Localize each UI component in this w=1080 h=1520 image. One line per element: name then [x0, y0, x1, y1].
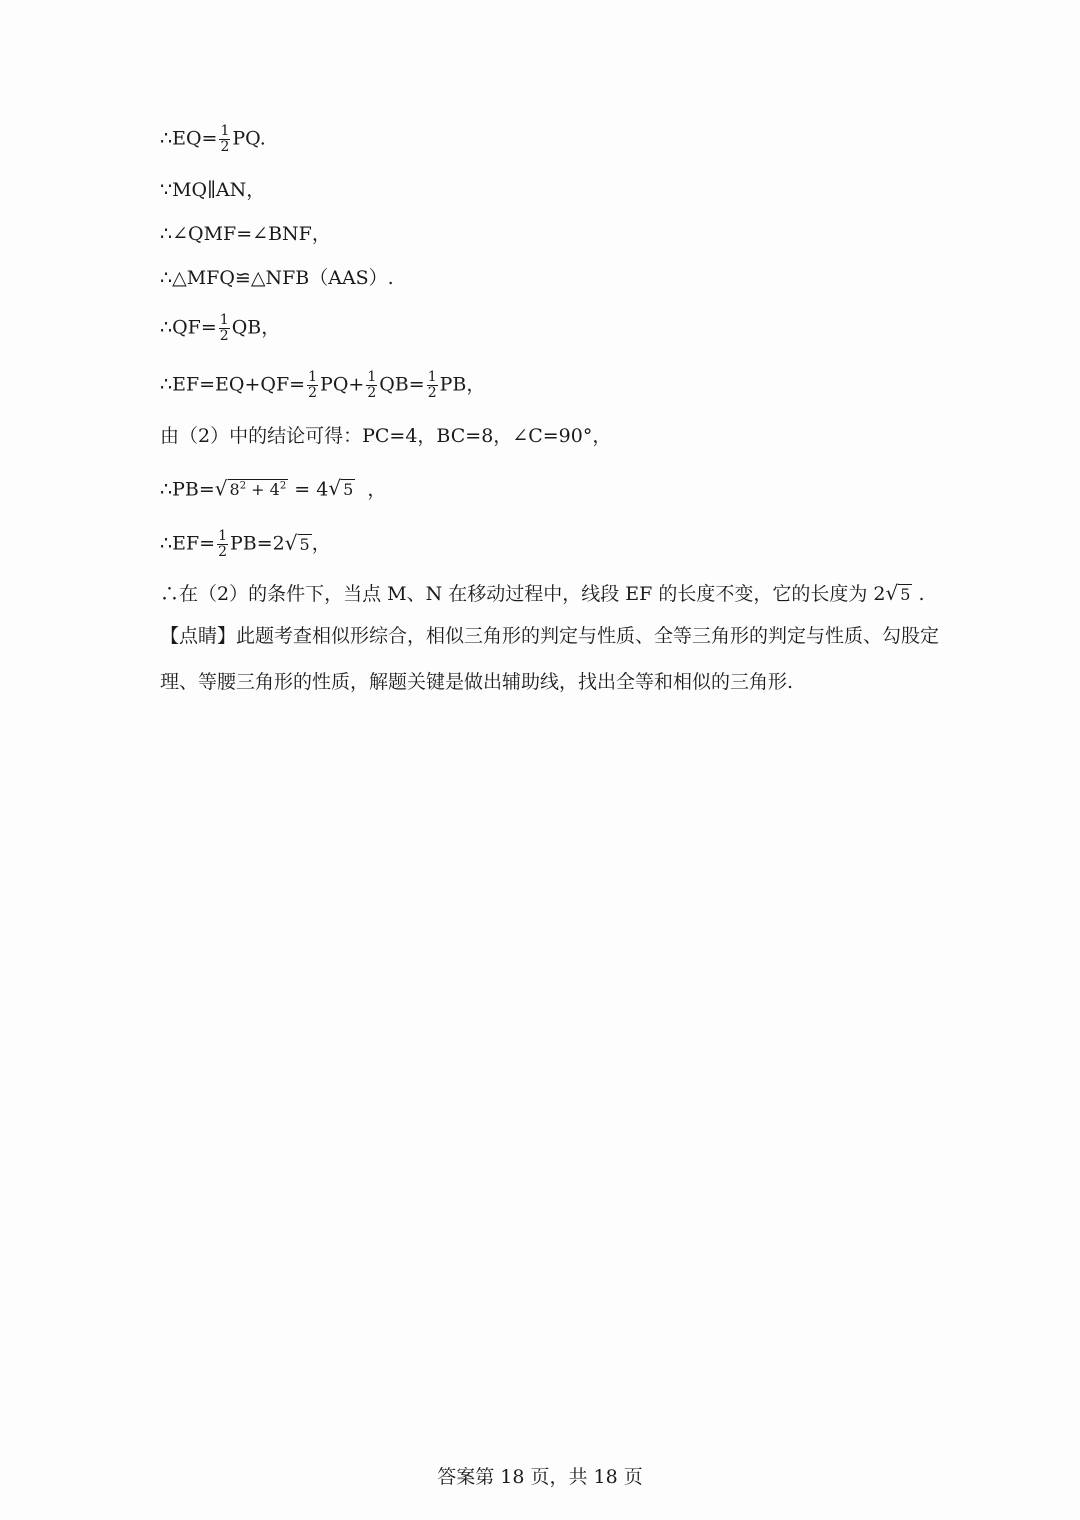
- radicand: 5: [299, 534, 310, 554]
- line-given-conclusion: 由（2）中的结论可得：PC=4，BC=8，∠C=90°，: [160, 425, 612, 447]
- fraction: [219, 124, 230, 155]
- line-mq-parallel-an: ∵MQ∥AN，: [160, 179, 266, 201]
- denominator: 2: [219, 328, 229, 344]
- line-ef-value: [160, 529, 331, 560]
- numerator: 1: [308, 369, 318, 385]
- radicand: 5: [343, 480, 354, 500]
- text: PB=2: [229, 532, 285, 555]
- denominator: 2: [308, 385, 318, 401]
- square-root: [285, 530, 312, 558]
- fraction: [217, 529, 228, 560]
- numerator: 1: [218, 528, 227, 544]
- radical-sign: √: [328, 476, 342, 501]
- numerator: 1: [219, 312, 229, 328]
- fraction: [366, 370, 377, 401]
- numerator: 1: [367, 369, 377, 385]
- radicand: [228, 479, 289, 499]
- denominator: 2: [367, 385, 377, 401]
- denominator: 2: [427, 385, 437, 401]
- line-angle-equal: ∴∠QMF=∠BNF，: [160, 223, 331, 245]
- text: ∴EQ=: [160, 127, 218, 150]
- term: 8: [229, 480, 240, 500]
- text: PQ.: [232, 127, 266, 150]
- text: ∴EF=: [160, 532, 216, 555]
- line-qf-half-qb: [160, 313, 280, 344]
- square-root: [886, 580, 913, 608]
- text: QB，: [231, 316, 281, 339]
- text: QB=: [379, 373, 425, 396]
- fraction: [427, 370, 438, 401]
- text: ，: [355, 478, 387, 501]
- operator: +: [246, 480, 270, 500]
- exponent: 2: [239, 481, 247, 492]
- text: ∴在（2）的条件下，当点 M、N 在移动过程中，线段 EF 的长度不变，它的长度为 2: [160, 583, 886, 605]
- text: ∴QF=: [160, 316, 217, 339]
- text: .: [912, 583, 925, 605]
- fraction: [307, 370, 318, 401]
- numerator: 1: [220, 123, 230, 139]
- radical-sign: √: [885, 581, 899, 605]
- line-conclusion: [160, 580, 925, 608]
- square-root: [328, 475, 355, 503]
- comment-paragraph: 【点睛】此题考查相似形综合，相似三角形的判定与性质、全等三角形的判定与性质、勾股定理、等腰三角形的性质，解题关键是做出辅助线，找出全等和相似的三角形.: [160, 625, 940, 693]
- term: 4: [269, 480, 280, 500]
- text: ，: [311, 532, 331, 555]
- text: = 4: [288, 478, 329, 501]
- text: PB，: [439, 373, 486, 396]
- exponent: 2: [279, 481, 287, 492]
- denominator: 2: [218, 544, 227, 560]
- line-ef-sum: [160, 370, 485, 401]
- text: PQ+: [320, 373, 365, 396]
- denominator: 2: [220, 139, 230, 155]
- radicand: 5: [900, 585, 911, 604]
- line-eq-half-pq: [160, 124, 266, 155]
- radical-sign: √: [284, 530, 298, 555]
- line-congruent-triangles: ∴△MFQ≌△NFB（AAS）.: [160, 267, 394, 289]
- radical-sign: √: [214, 476, 228, 501]
- page-footer: 答案第 18 页，共 18 页: [437, 1466, 643, 1488]
- text: ∴EF=EQ+QF=: [160, 373, 306, 396]
- square-root: [215, 474, 288, 503]
- fraction: [219, 313, 230, 344]
- text: ∴PB=: [160, 478, 215, 501]
- numerator: 1: [427, 369, 437, 385]
- line-pb-value: [160, 474, 386, 503]
